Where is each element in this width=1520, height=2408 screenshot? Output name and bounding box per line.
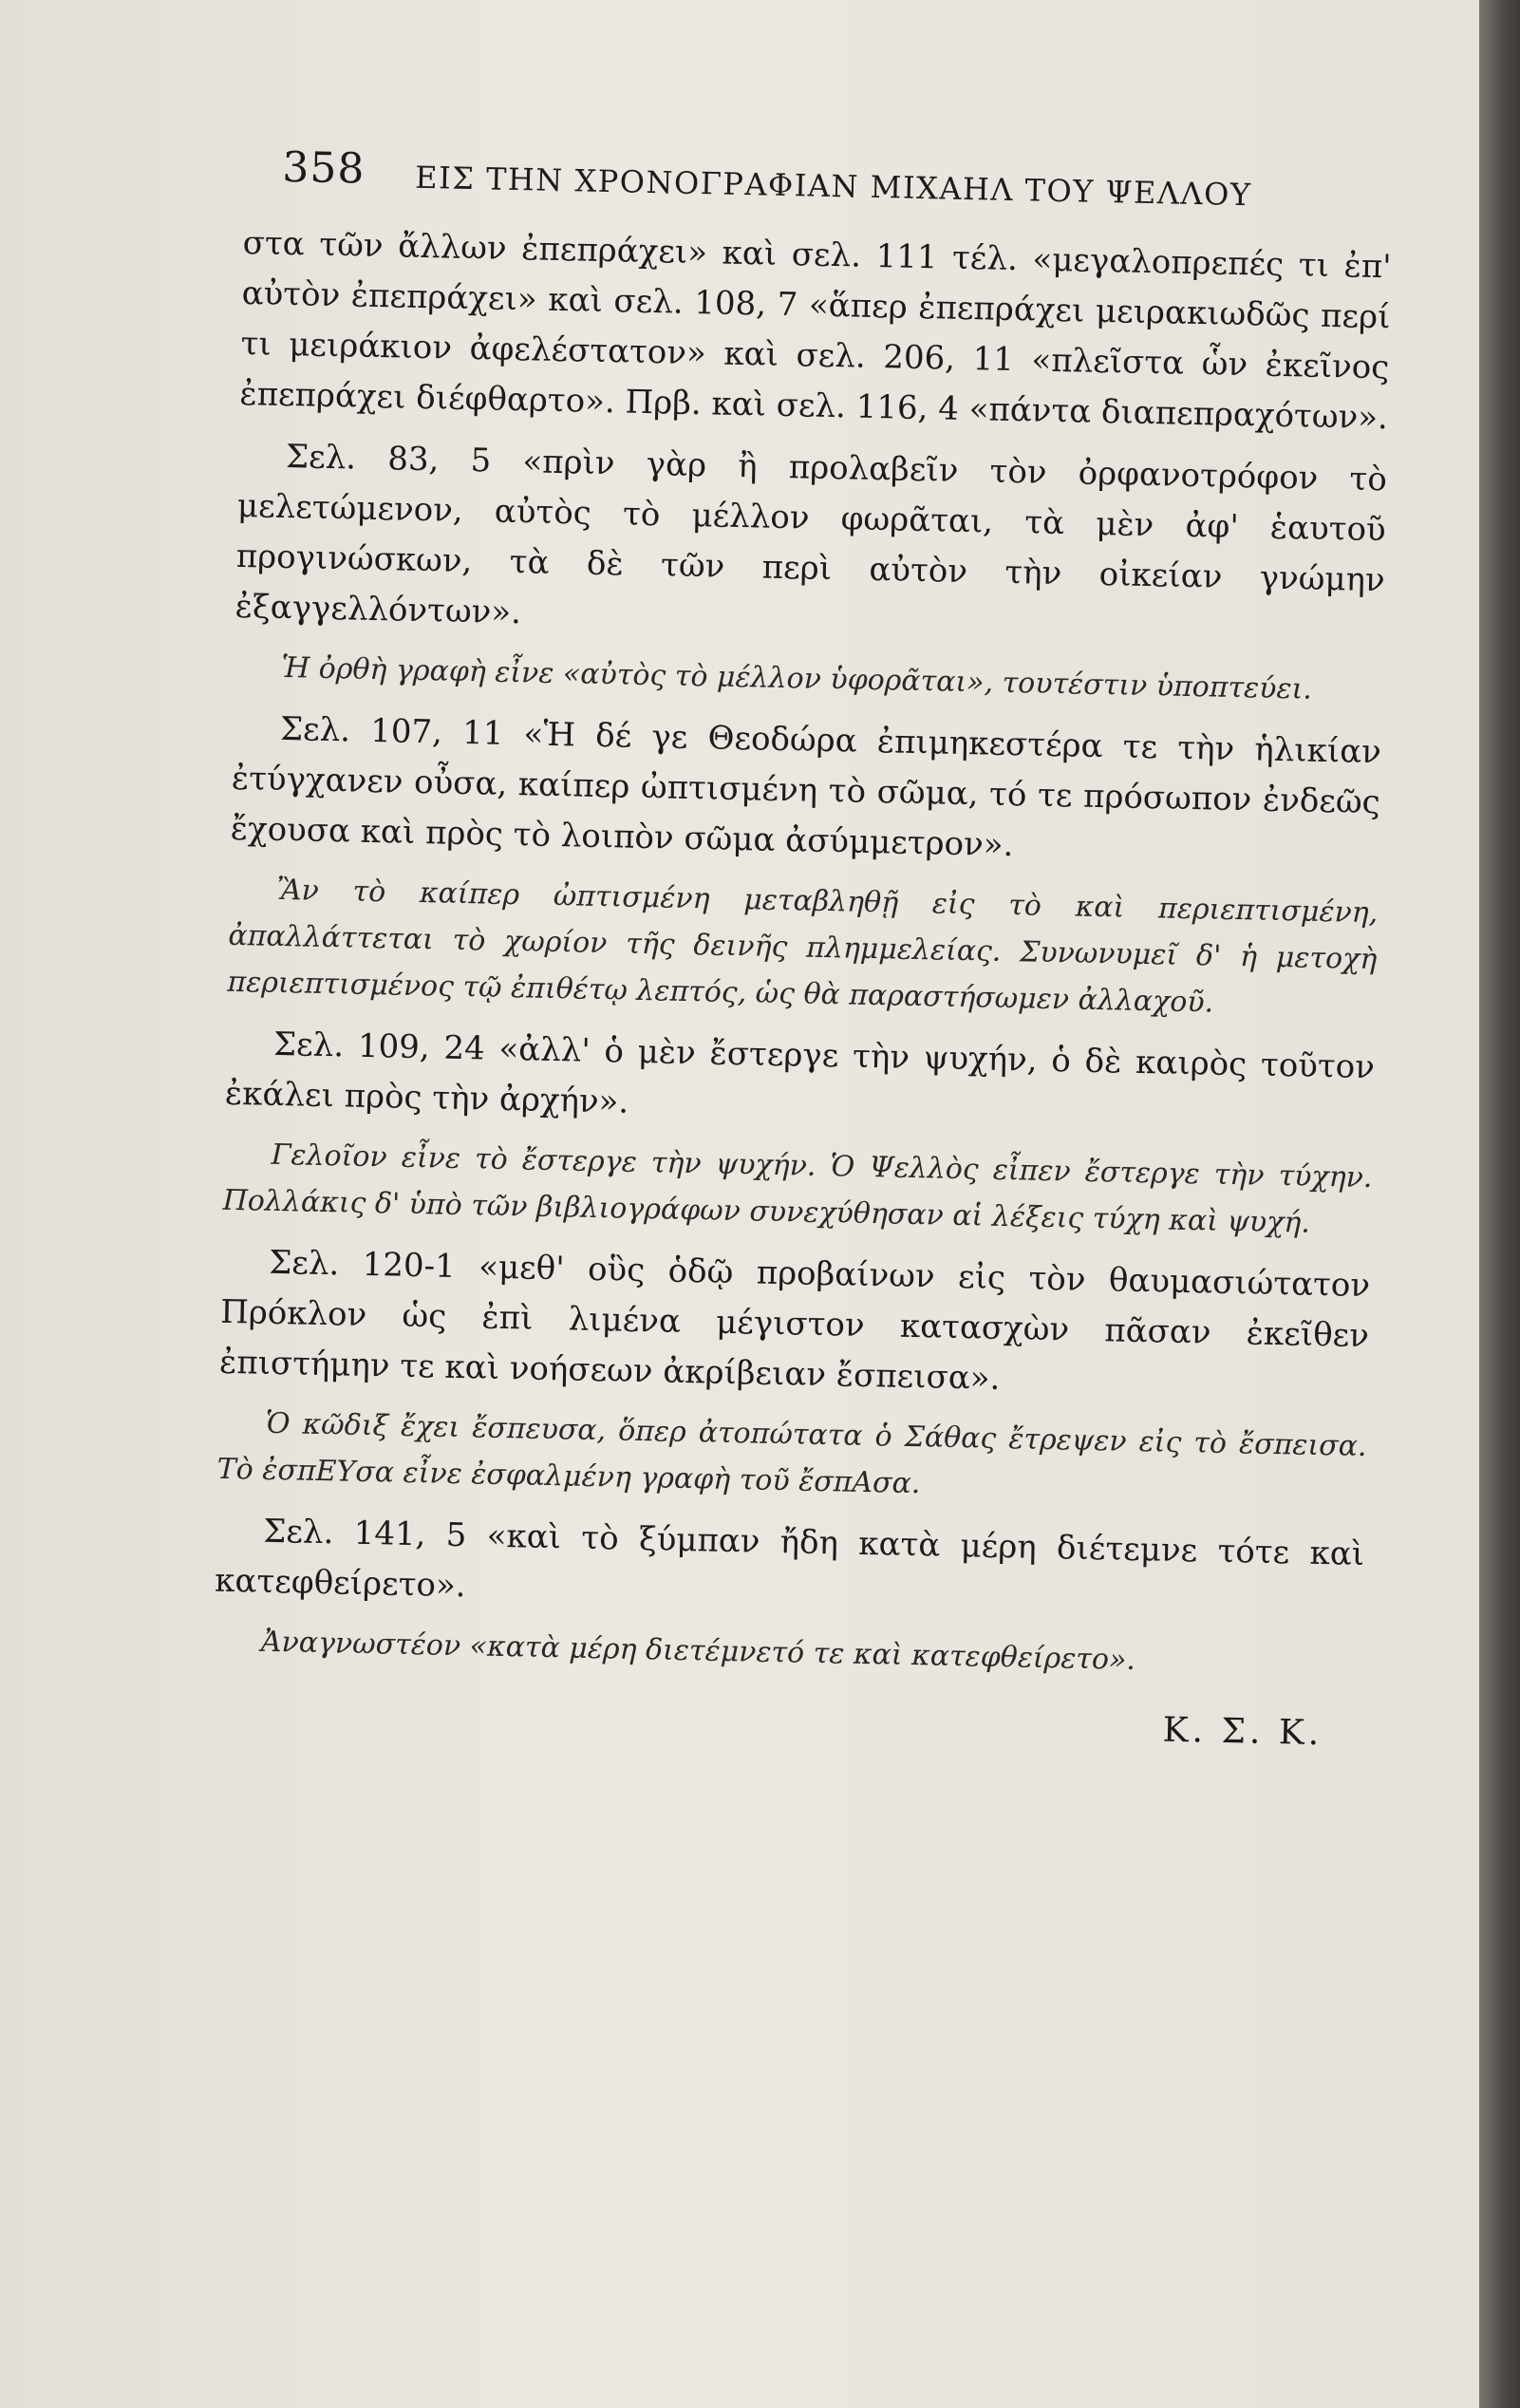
text-block <box>212 142 1394 1754</box>
running-head: ΕΙΣ ΤΗΝ ΧΡΟΝΟΓΡΑΦΙΑΝ ΜΙΧΑΗΛ ΤΟΥ ΨΕΛΛΟΥ <box>414 159 1252 214</box>
paragraph-sel-109: Σελ. 109, 24 «ἀλλ' ὁ μὲν ἔστεργε τὴν ψυχήν, ὁ δὲ καιρὸς τοῦτον ἐκάλει πρὸς τὴν ἀρχήν». <box>224 1025 1376 1121</box>
note-sel-109: Γελοῖον εἶνε τὸ ἔστεργε τὴν ψυχήν. Ὁ Ψελλὸς εἶπεν ἔστεργε τὴν τύχην. Πολλάκις δ' ὑπὸ τῶν βιβλιογράφων συνεχύθησαν αἱ λέξεις τύχη καὶ ψυχή. <box>222 1138 1373 1240</box>
note-sel-83: Ἡ ὀρθὴ γραφὴ εἶνε «αὐτὸς τὸ μέλλον ὑφορᾶται», τουτέστιν ὑποπτεύει. <box>281 650 1313 706</box>
note-sel-120: Ὁ κῶδιξ ἔχει ἔσπευσα, ὅπερ ἀτοπώτατα ὁ Σάθας ἔτρεψεν εἰς τὸ ἔσπεισα. Τὸ ἐσπΕΥσα εἶνε ἐσφαλμένη γραφὴ τοῦ ἔσπΑσα. <box>216 1406 1367 1501</box>
note-sel-107: Ἂν τὸ καίπερ ὠπτισμένη μεταβληθῇ εἰς τὸ καὶ περιεπτισμένη, ἀπαλλάττεται τὸ χωρίον τῆς δεινῆς πλημμελείας. Συνωνυμεῖ δ' ἡ μετοχὴ περιεπτισμένος τῷ ἐπιθέτῳ λεπτός, ὡς θὰ παραστήσωμεν ἀλλαχοῦ. <box>227 873 1379 1020</box>
author-signature: Κ. Σ. Κ. <box>1162 1710 1323 1754</box>
paragraph-sel-141: Σελ. 141, 5 «καὶ τὸ ξύμπαν ἤδη κατὰ μέρη διέτεμνε τότε καὶ κατεφθείρετο». <box>214 1512 1365 1606</box>
paragraph-sel-120: Σελ. 120-1 «μεθ' οὓς ὁδῷ προβαίνων εἰς τὸν θαυμασιώτατον Πρόκλον ὡς ἐπὶ λιμένα μέγιστον κατασχὼν πᾶσαν ἐκεῖθεν ἐπιστήμην τε καὶ νοήσεων ἀκρίβειαν ἔσπεισα». <box>218 1243 1371 1398</box>
note-sel-141: Ἀναγνωστέον «κατὰ μέρη διετέμνετό τε καὶ κατεφθείρετο». <box>260 1625 1136 1677</box>
paragraph-sel-83: Σελ. 83, 5 «πρὶν γὰρ ἢ προλαβεῖν τὸν ὀρφανοτρόφον τὸ μελετώμενον, αὐτὸς τὸ μέλλον φωρᾶται, τὰ μὲν ἀφ' ἑαυτοῦ προγινώσκων, τὰ δὲ τῶν περὶ αὐτὸν τὴν οἰκείαν γνώμην ἐξαγγελλόντων». <box>235 437 1388 632</box>
page-edge <box>1479 0 1520 2408</box>
paragraph-continuation: στα τῶν ἄλλων ἐπεπράχει» καὶ σελ. 111 τέλ. «μεγαλοπρεπές τι ἐπ' αὐτὸν ἐπεπράχει» καὶ σελ. 108, 7 «ἅπερ ἐπεπράχει μειρακιωδῶς περί τι μειράκιον ἀφελέστατον» καὶ σελ. 206, 11 «πλεῖστα ὧν ἐκεῖνος ἐπεπράχει διέφθαρτο». Πρβ. καὶ σελ. 116, 4 «πάντα διαπεπραχότων». <box>239 223 1392 438</box>
page-number: 358 <box>281 142 366 194</box>
paragraph-sel-107: Σελ. 107, 11 «Ἡ δέ γε Θεοδώρα ἐπιμηκεστέρα τε τὴν ἡλικίαν ἐτύγχανεν οὖσα, καίπερ ὠπτισμένη τὸ σῶμα, τό τε πρόσωπον ἐνδεῶς ἔχουσα καὶ πρὸς τὸ λοιπὸν σῶμα ἀσύμμετρον». <box>230 709 1382 865</box>
